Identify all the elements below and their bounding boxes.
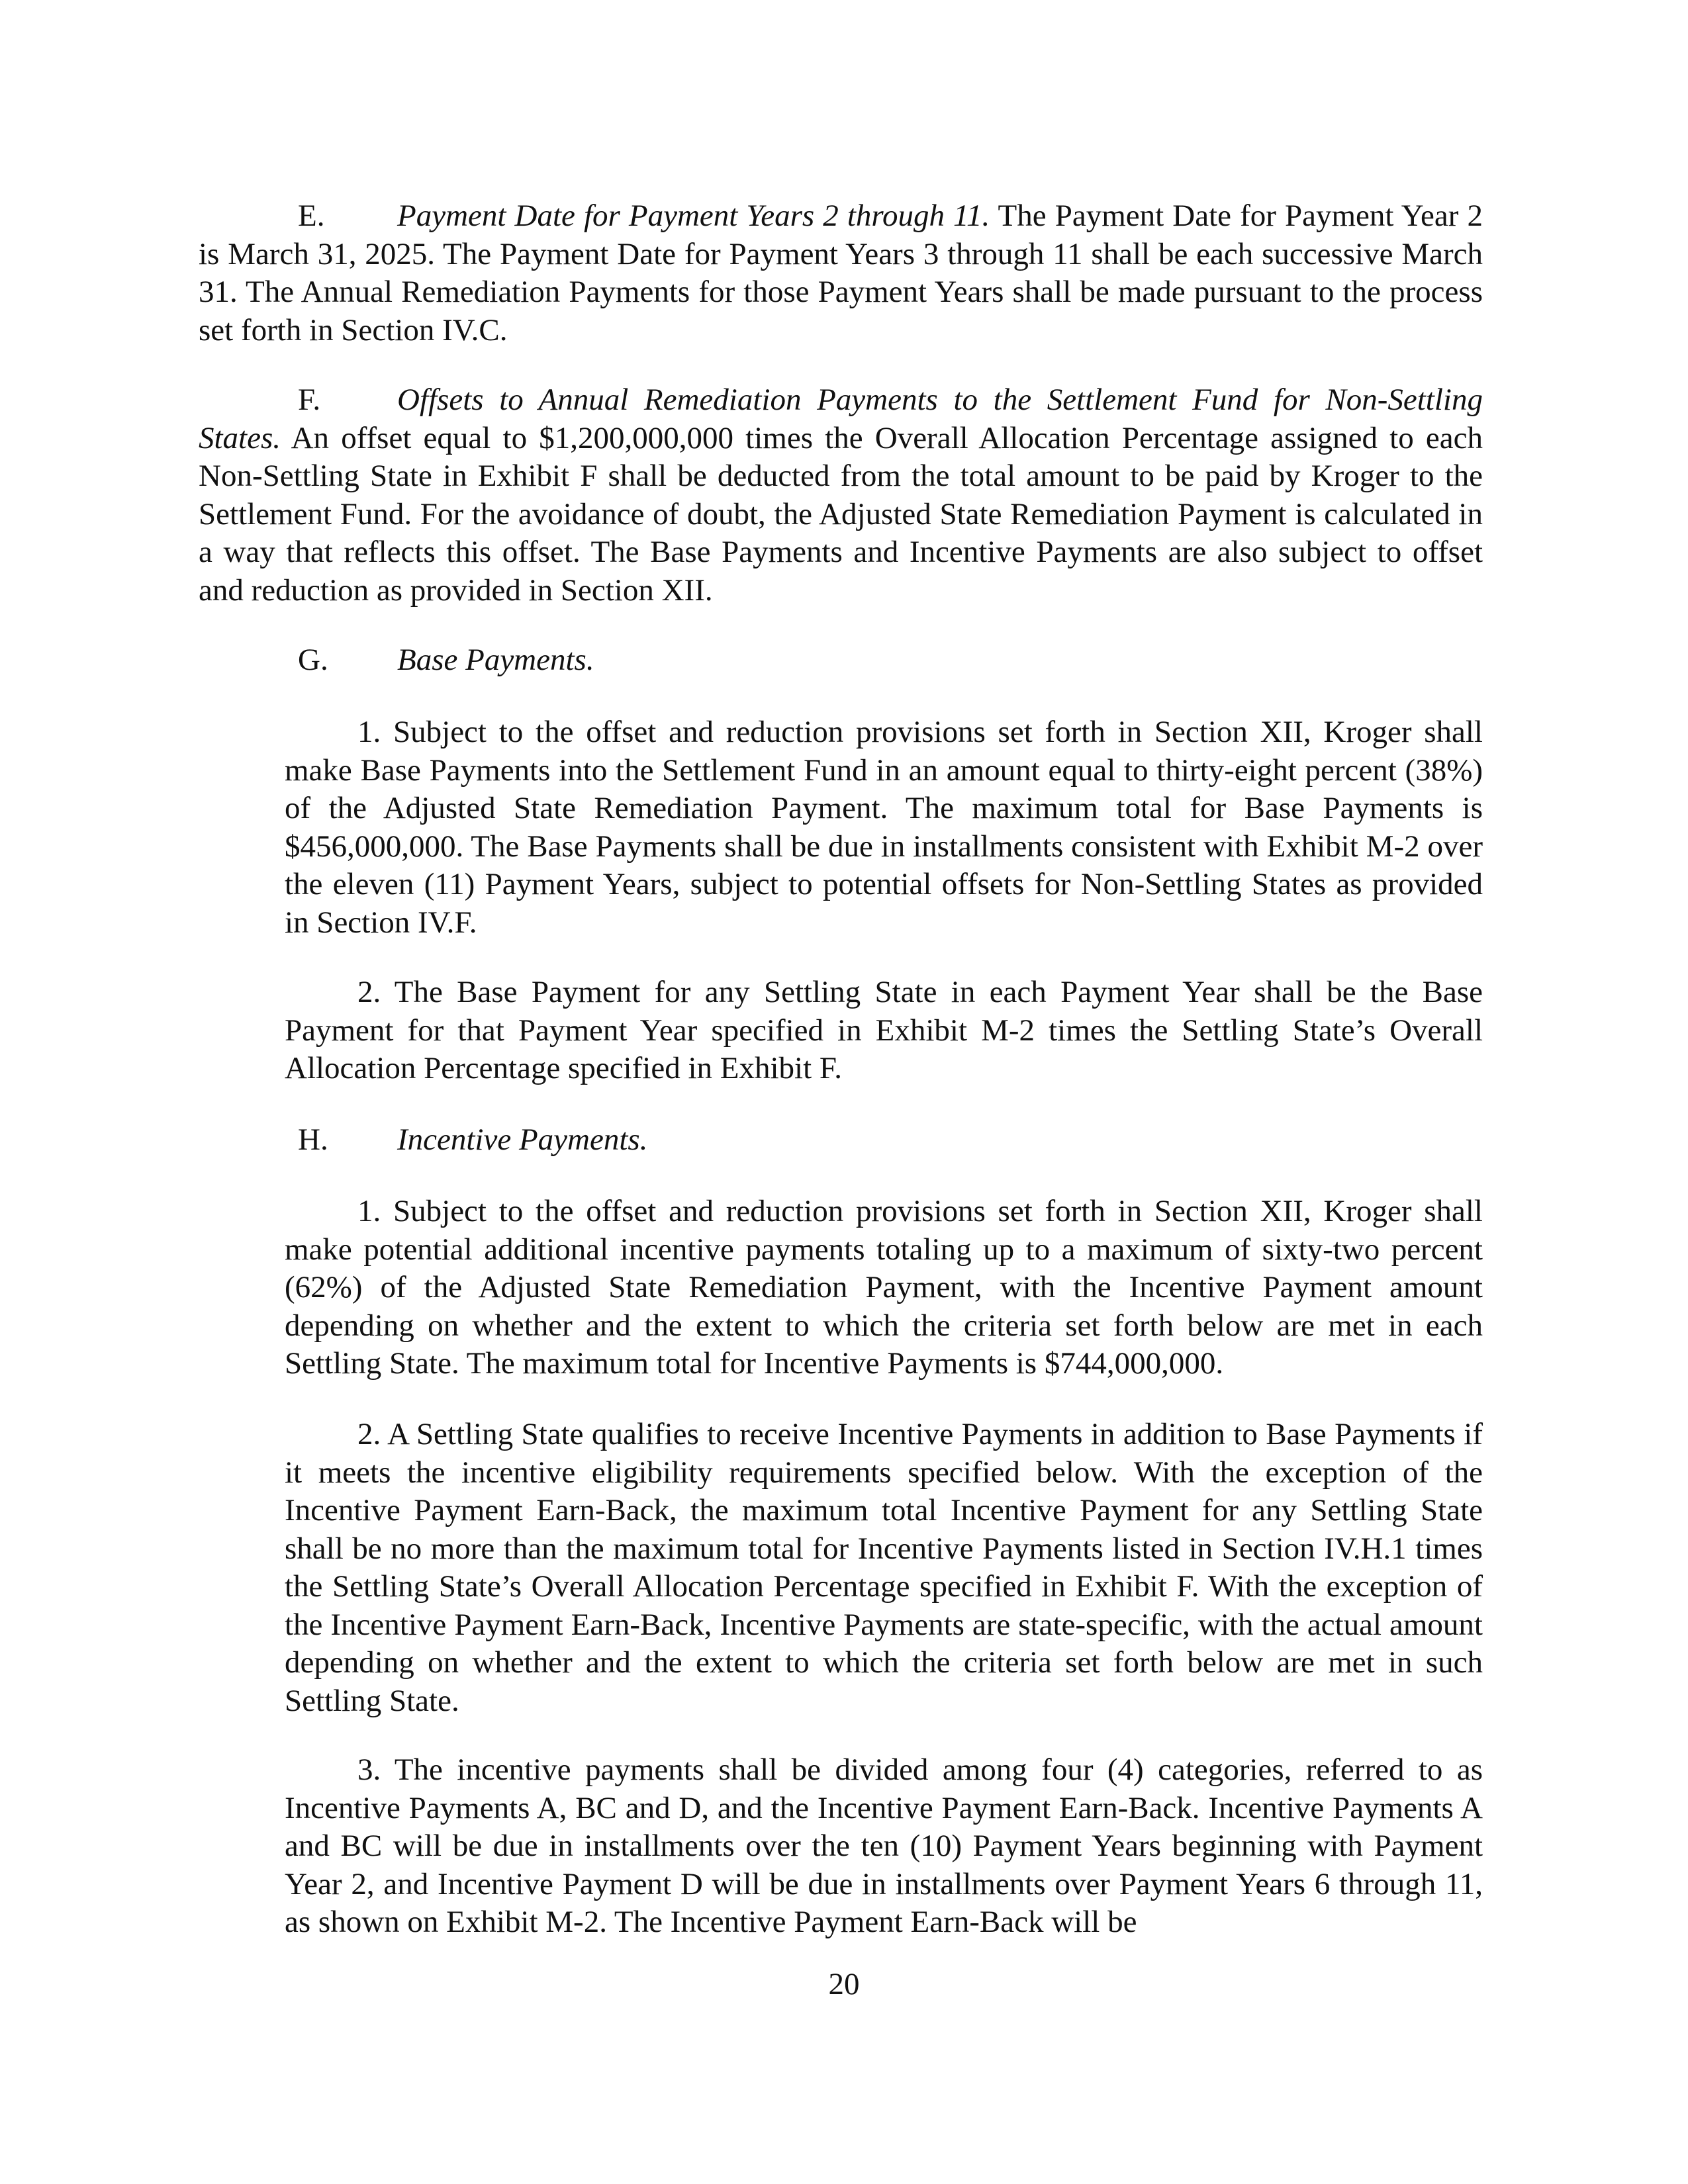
section-f-letter: F. bbox=[298, 383, 321, 417]
section-e-letter: E. bbox=[298, 199, 325, 233]
section-g-heading bbox=[298, 641, 1489, 680]
section-g-letter: G. bbox=[298, 643, 328, 677]
section-f-text: An offset equal to $1,200,000,000 times the Overall Allocation Percentage assigned to each Non-Settling State in Exhibit F shall be deducted from the total amount to be paid by Kroger to the Settlement Fund. For the avoidance of doubt, the Adjusted State Remediation Payment is calculated in a way that reflects this offset. The Base Payments and Incentive Payments are also subject to offset and reduction as provided in Section XII. bbox=[199, 420, 1483, 608]
section-e-text: The Payment Date for Payment Year 2 is March 31, 2025. The Payment Date for Payment Years 3 through 11 shall be each successive March 31. The Annual Remediation Payments for those Payment Years shall be made pursuant to the process set forth in Section IV.C. bbox=[199, 199, 1483, 347]
section-f-paragraph bbox=[199, 381, 1483, 610]
page-number: 20 bbox=[828, 1967, 860, 2001]
section-e-title: Payment Date for Payment Years 2 through 11. bbox=[397, 199, 990, 233]
section-f-title: Offsets to Annual Remediation Payments to the Settlement Fund for Non-Settling States. bbox=[199, 383, 1483, 455]
section-g-item-1: 1. Subject to the offset and reduction provisions set forth in Section XII, Kroger shall make Base Payments into the Settlement Fund in an amount equal to thirty-eight percent (38%) of the Adjusted State Remediation Payment. The maximum total for Base Payments is $456,000,000. The Base Payments shall be due in installments consistent with Exhibit M-2 over the eleven (11) Payment Years, subject to potential offsets for Non-Settling States as provided in Section IV.F. bbox=[285, 715, 1483, 940]
section-h-item-3: 3. The incentive payments shall be divided among four (4) categories, referred to as Incentive Payments A, BC and D, and the Incentive Payment Earn-Back. Incentive Payments A and BC will be due in installments over the ten (10) Payment Years beginning with Payment Year 2, and Incentive Payment D will be due in installments over Payment Years 6 through 11, as shown on Exhibit M-2. The Incentive Payment Earn-Back will be bbox=[285, 1752, 1483, 1939]
section-h-letter: H. bbox=[298, 1122, 328, 1157]
section-h-item-2: 2. A Settling State qualifies to receive Incentive Payments in addition to Base Payments if it meets the incentive eligibility requirements specified below. With the exception of the Incentive Payment Earn-Back, the maximum total Incentive Payment for any Settling State shall be no more than the maximum total for Incentive Payments listed in Section IV.H.1 times the Settling State’s Overall Allocation Percentage specified in Exhibit F. With the exception of the Incentive Payment Earn-Back, Incentive Payments are state-specific, with the actual amount depending on whether and the extent to which the criteria set forth below are met in such Settling State. bbox=[285, 1417, 1483, 1718]
section-e-paragraph bbox=[199, 197, 1483, 349]
section-h-item-1: 1. Subject to the offset and reduction provisions set forth in Section XII, Kroger shall make potential additional incentive payments totaling up to a maximum of sixty-two percent (62%) of the Adjusted State Remediation Payment, with the Incentive Payment amount depending on whether and the extent to which the criteria set forth below are met in each Settling State. The maximum total for Incentive Payments is $744,000,000. bbox=[285, 1194, 1483, 1381]
section-h-title: Incentive Payments. bbox=[397, 1122, 648, 1157]
section-g-title: Base Payments. bbox=[397, 643, 594, 677]
section-h-heading bbox=[298, 1121, 1489, 1160]
section-g-item-2: 2. The Base Payment for any Settling State in each Payment Year shall be the Base Payment for that Payment Year specified in Exhibit M-2 times the Settling State’s Overall Allocation Percentage specified in Exhibit F. bbox=[285, 975, 1483, 1085]
